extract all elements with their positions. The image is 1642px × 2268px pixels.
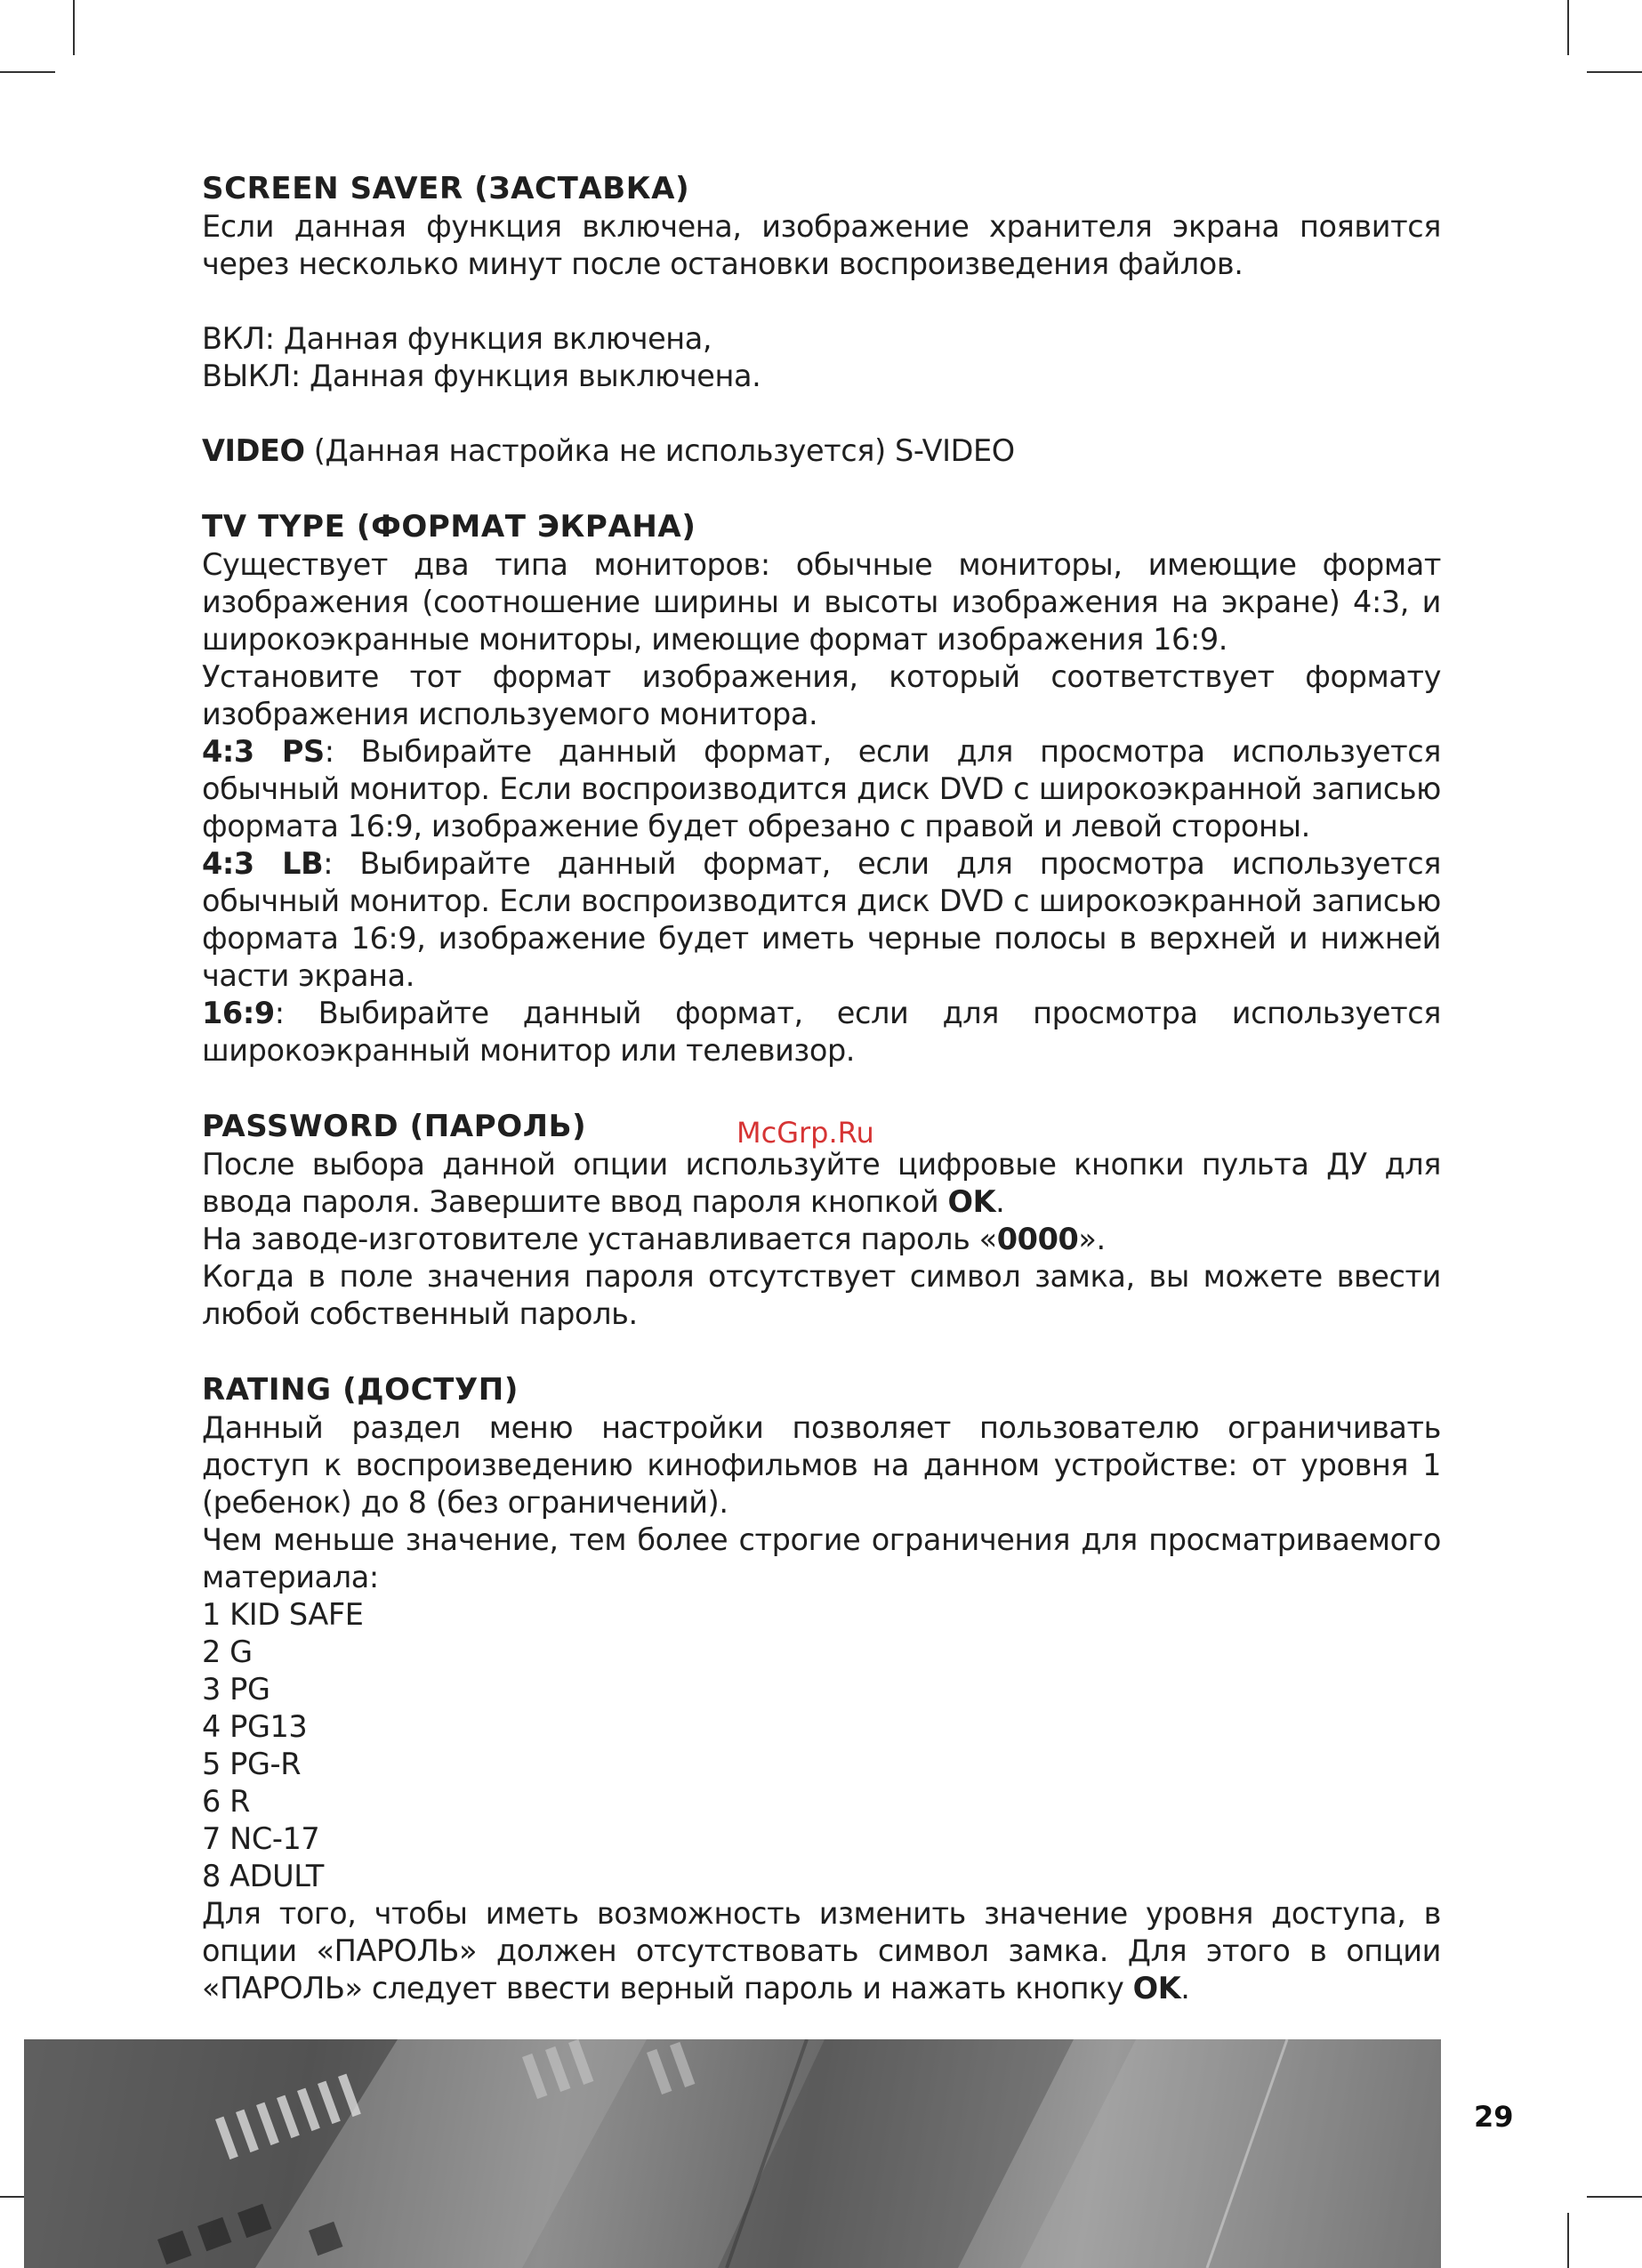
crop-mark <box>1567 0 1569 55</box>
video-line <box>202 432 1441 470</box>
list-item: 8 ADULT <box>202 1859 324 1893</box>
ok-key-label: OK <box>947 1184 996 1219</box>
list-item: 5 PG-R <box>202 1747 302 1781</box>
list-item: 6 R <box>202 1784 251 1819</box>
format-ps <box>202 733 1441 845</box>
watermark: McGrp.Ru <box>736 1116 874 1150</box>
crop-mark <box>1567 2213 1569 2268</box>
crop-mark <box>1587 2196 1642 2198</box>
section-heading-rating: RATING (ДОСТУП) <box>202 1372 519 1408</box>
section-heading-password: PASSWORD (ПАРОЛЬ) <box>202 1109 587 1144</box>
ok-key-label: OK <box>1132 1971 1181 2006</box>
section-heading-tv-type: TV TYPE (ФОРМАТ ЭКРАНА) <box>202 509 696 545</box>
paragraph: Чем меньше значение, тем более строгие ограничения для просматриваемого материала: <box>202 1522 1441 1594</box>
list-item: 1 KID SAFE <box>202 1597 364 1632</box>
format-wide-text: : Выбирайте данный формат, если для просмотра используется широкоэкранный монитор или телевизор. <box>202 996 1441 1068</box>
list-item: 7 NC-17 <box>202 1821 320 1856</box>
paragraph: После выбора данной опции используйте цифровые кнопки пульта ДУ для ввода пароля. Завершите ввод пароля кнопкой OK. <box>202 1147 1441 1219</box>
paragraph: Данный раздел меню настройки позволяет пользователю ограничивать доступ к воспроизведению кинофильмов на данном устройстве: от уровня 1 (ребенок) до 8 (без ограничений). <box>202 1410 1441 1520</box>
video-label: VIDEO <box>202 433 305 468</box>
list-item: 3 PG <box>202 1672 270 1707</box>
option-off: ВЫКЛ: Данная функция выключена. <box>202 359 761 393</box>
list-item: 2 G <box>202 1634 253 1669</box>
format-ps-text: : Выбирайте данный формат, если для просмотра используется обычный монитор. Если воспроизводится диск DVD с широкоэкранной записью формата 16:9, изображение будет обрезано с правой и левой стороны. <box>202 734 1441 843</box>
crop-mark <box>0 71 55 73</box>
page-number: 29 <box>1474 2100 1514 2134</box>
format-wide <box>202 995 1441 1069</box>
paragraph: Существует два типа мониторов: обычные мониторы, имеющие формат изображения (соотношение ширины и высоты изображения на экране) 4:3, и широкоэкранные мониторы, имеющие формат изображения 16:9. <box>202 547 1441 657</box>
section-heading-screen-saver: SCREEN SAVER (ЗАСТАВКА) <box>202 171 690 206</box>
video-text: (Данная настройка не используется) S-VIDEO <box>304 433 1015 468</box>
paragraph: Если данная функция включена, изображение хранителя экрана появится через несколько минут после остановки воспроизведения файлов. <box>202 209 1441 281</box>
paragraph: Когда в поле значения пароля отсутствует символ замка, вы можете ввести любой собственный пароль. <box>202 1259 1441 1331</box>
option-on: ВКЛ: Данная функция включена, <box>202 321 712 356</box>
footer-decorative-band <box>24 2039 1441 2268</box>
format-wide-label: 16:9 <box>202 996 275 1030</box>
crop-mark <box>73 0 75 55</box>
default-password: 0000 <box>996 1222 1079 1256</box>
paragraph: На заводе-изготовителе устанавливается пароль «0000». <box>202 1222 1106 1256</box>
list-item: 4 PG13 <box>202 1709 308 1744</box>
rating-levels-list <box>202 1596 1441 1895</box>
format-lb <box>202 845 1441 995</box>
paragraph: Для того, чтобы иметь возможность изменить значение уровня доступа, в опции «ПАРОЛЬ» должен отсутствовать символ замка. Для этого в опции «ПАРОЛЬ» следует ввести верный пароль и нажать кнопку OK. <box>202 1896 1441 2006</box>
page-content <box>202 169 1441 2007</box>
format-lb-text: : Выбирайте данный формат, если для просмотра используется обычный монитор. Если воспроизводится диск DVD с широкоэкранной записью формата 16:9, изображение будет иметь черные полосы в верхней и нижней части экрана. <box>202 846 1441 993</box>
paragraph: Установите тот формат изображения, который соответствует формату изображения используемого монитора. <box>202 659 1441 731</box>
format-ps-label: 4:3 PS <box>202 734 325 769</box>
crop-mark <box>1587 71 1642 73</box>
film-strip-graphic <box>24 2039 1441 2268</box>
format-lb-label: 4:3 LB <box>202 846 324 881</box>
